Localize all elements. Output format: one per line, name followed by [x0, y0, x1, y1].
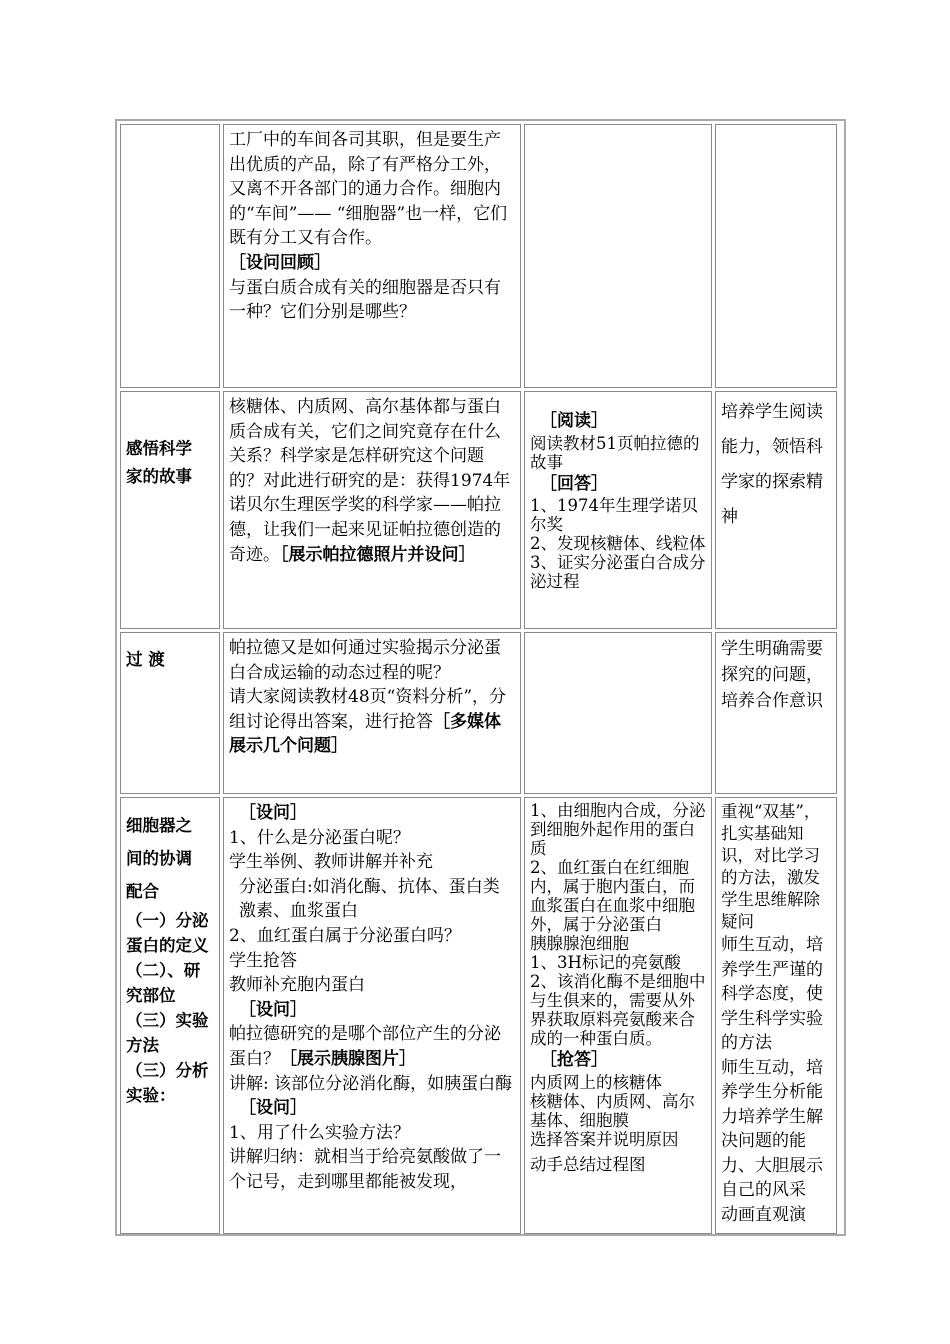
design-intent-cell: 培养学生阅读能力，领悟科学家的探索精神 [715, 391, 837, 629]
stage-cell: 过 渡 [120, 632, 220, 794]
design-intent-cell [715, 124, 837, 388]
stage-cell: 感悟科学 家的故事 [120, 391, 220, 629]
table-row [120, 797, 837, 1234]
teacher-activity-cell: ［设问］ 1、什么是分泌蛋白呢？ 学生举例、教师讲解并补充 分泌蛋白:如消化酶、抗体、蛋白类激素、血浆蛋白 2、血红蛋白属于分泌蛋白吗？ 学生抢答 教师补充胞内蛋白 ［设问］ 帕拉德研究的是哪个部位产生的分泌蛋白？［展示胰腺图片］ 讲解: 该部位分泌消化酶，如胰蛋白酶 ［设问］ 1、用了什么实验方法？ 讲解归纳：就相当于给亮氨酸做了一个记号，走到哪里都能被发现， [223, 797, 521, 1234]
teacher-activity-cell: 核糖体、内质网、高尔基体都与蛋白质合成有关，它们之间究竟存在什么关系？科学家是怎样研究这个问题的？对此进行研究的是：获得1974年诺贝尔生理医学奖的科学家——帕拉德，让我们一起来见证帕拉德创造的奇迹。［展示帕拉德照片并设问］ [223, 391, 521, 629]
student-activity-cell: 1、由细胞内合成，分泌到细胞外起作用的蛋白质 2、血红蛋白在红细胞内，属于胞内蛋白，而血浆蛋白在血浆中细胞外，属于分泌蛋白 胰腺腺泡细胞 1、3H标记的亮氨酸 2、该消化酶不是细胞中与生俱来的，需要从外界获取原料亮氨酸来合成的一种蛋白质。 ［抢答］ 内质网上的核糖体 核糖体、内质网、高尔基体、细胞膜 选择答案并说明原因 动手总结过程图 [524, 797, 712, 1234]
student-activity-cell [524, 124, 712, 388]
teacher-activity-cell: 工厂中的车间各司其职，但是要生产出优质的产品，除了有严格分工外，又离不开各部门的通力合作。细胞内的“车间”—— “细胞器”也一样，它们既有分工又有合作。 ［设问回顾］ 与蛋白质合成有关的细胞器是否只有一种？它们分别是哪些？ [223, 124, 521, 388]
stage-cell: 细胞器之 间的协调 配合 （一）分泌蛋白的定义 （二）、研究部位 （三）实验方法 （三）分析实验： [120, 797, 220, 1234]
student-activity-cell: ［阅读］ 阅读教材51页帕拉德的故事 ［回答］ 1、1974年生理学诺贝尔奖 2、发现核糖体、线粒体 3、证实分泌蛋白合成分泌过程 [524, 391, 712, 629]
design-intent-cell: 重视“双基”，扎实基础知识，对比学习的方法，激发学生思维解除疑问 师生互动，培养学生严谨的科学态度，使学生科学实验的方法 师生互动，培养学生分析能力培养学生解决问题的能力、大胆展示自己的风采 动画直观演 [715, 797, 837, 1234]
table-row [120, 124, 837, 388]
table-row [120, 391, 837, 629]
design-intent-cell: 学生明确需要探究的问题，培养合作意识 [715, 632, 837, 794]
teacher-activity-cell: 帕拉德又是如何通过实验揭示分泌蛋白合成运输的动态过程的呢？ 请大家阅读教材48页“资料分析”，分组讨论得出答案，进行抢答［多媒体展示几个问题］ [223, 632, 521, 794]
student-activity-cell [524, 632, 712, 794]
lesson-plan-table [117, 121, 840, 1237]
stage-cell [120, 124, 220, 388]
table-row [120, 632, 837, 794]
